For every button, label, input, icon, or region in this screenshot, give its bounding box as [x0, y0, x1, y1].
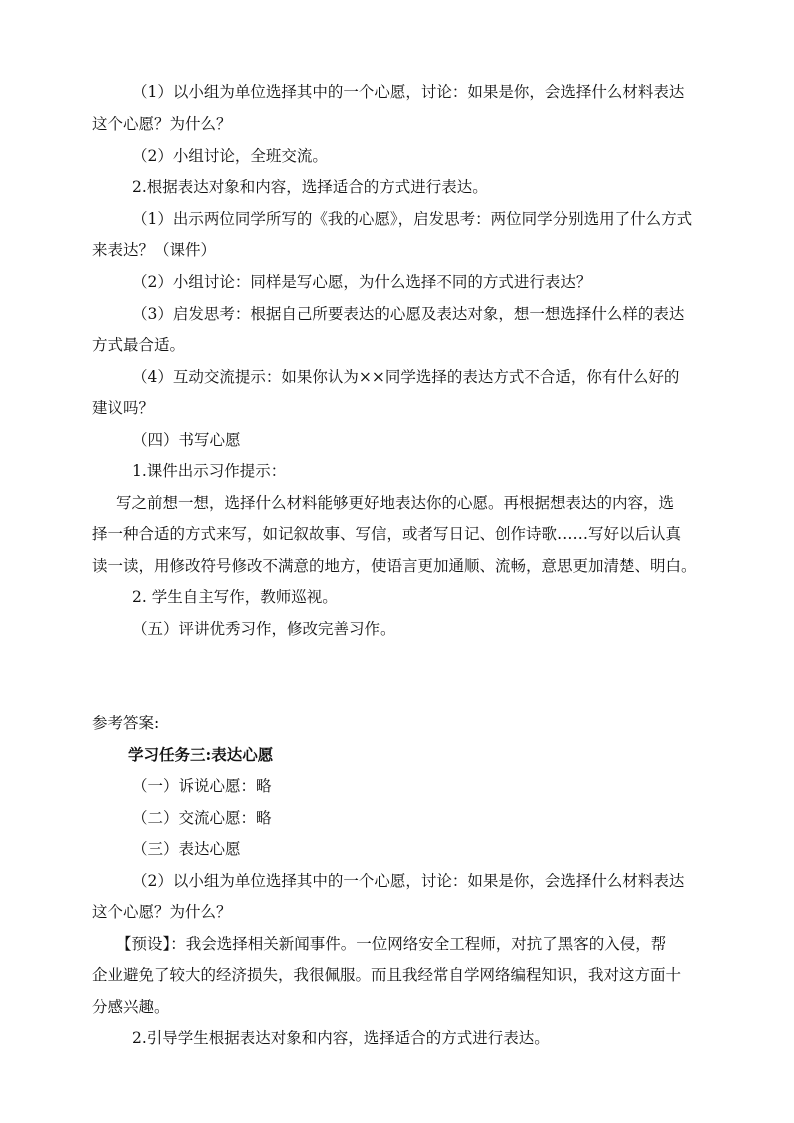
- text-line: 来表达？（课件）: [92, 241, 217, 259]
- text-line: （2）以小组为单位选择其中的一个心愿，讨论：如果是你，会选择什么材料表达: [132, 872, 685, 890]
- text-line: （一）诉说心愿：略: [132, 777, 272, 795]
- text-line: 【预设】：我会选择相关新闻事件。一位网络安全工程师，对抗了黑客的入侵，帮: [116, 935, 667, 953]
- text-line: 这个心愿？为什么？: [92, 115, 232, 133]
- text-line: （二）交流心愿：略: [132, 809, 272, 827]
- text-line: 2.引导学生根据表达对象和内容，选择适合的方式进行表达。: [132, 1029, 550, 1047]
- answer-label: 参考答案:: [92, 714, 160, 732]
- text-line: 2. 学生自主写作，教师巡视。: [132, 588, 338, 606]
- text-line: （3）启发思考：根据自己所要表达的心愿及表达对象，想一想选择什么样的表达: [132, 305, 685, 323]
- text-line: 1.课件出示习作提示：: [132, 462, 287, 480]
- task-title: 学习任务三:表达心愿: [128, 745, 274, 764]
- text-line: 2.根据表达对象和内容，选择适合的方式进行表达。: [132, 178, 488, 196]
- text-line: 写之前想一想，选择什么材料能够更好地表达你的心愿。再根据想表达的内容，选: [116, 494, 675, 512]
- text-line: 这个心愿？为什么？: [92, 903, 232, 921]
- text-line: （三）表达心愿: [132, 840, 241, 858]
- text-line: 建议吗？: [92, 399, 155, 417]
- text-line: （2）小组讨论：同样是写心愿，为什么选择不同的方式进行表达？: [132, 273, 592, 291]
- text-line: 择一种合适的方式来写，如记叙故事、写信，或者写日记、创作诗歌……写好以后认真: [92, 525, 682, 543]
- text-line: 分感兴趣。: [92, 998, 170, 1016]
- text-line: （4）互动交流提示：如果你认为××同学选择的表达方式不合适，你有什么好的: [132, 368, 680, 386]
- text-line: （1）出示两位同学所写的《我的心愿》，启发思考：两位同学分别选用了什么方式: [132, 210, 693, 228]
- text-line: 方式最合适。: [92, 336, 186, 354]
- text-line: 读一读，用修改符号修改不满意的地方，使语言更加通顺、流畅，意思更加清楚、明白。: [92, 557, 697, 575]
- section-heading: （五）评讲优秀习作，修改完善习作。: [132, 620, 396, 638]
- text-line: （1）以小组为单位选择其中的一个心愿，讨论：如果是你，会选择什么材料表达: [132, 83, 685, 101]
- text-line: （2）小组讨论，全班交流。: [132, 147, 328, 165]
- section-heading: （四）书写心愿: [132, 431, 241, 449]
- text-line: 企业避免了较大的经济损失，我很佩服。而且我经常自学网络编程知识，我对这方面十: [92, 966, 682, 984]
